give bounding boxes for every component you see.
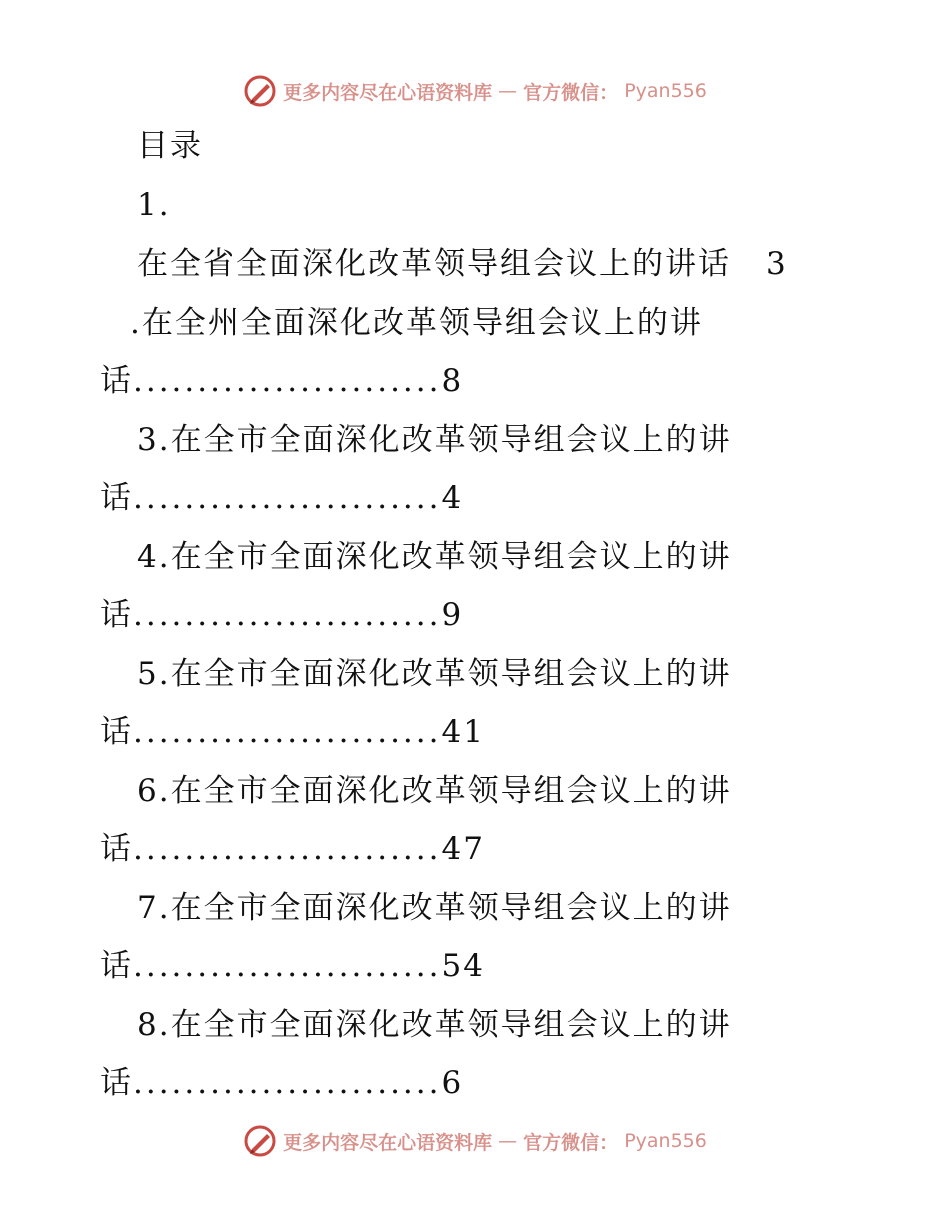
toc-item-3-tail: 话 [100,480,133,516]
toc-item-2-tail: 话 [100,363,133,399]
toc-item-1-title: 在全省全面深化改革领导组会议上的讲话 [137,246,731,282]
toc-item-7-leader-line [100,946,485,986]
toc-item-6-tail: 话 [100,831,133,867]
toc-item-7-title: 7.在全市全面深化改革领导组会议上的讲 [137,890,732,926]
toc-item-7-page: 54 [441,948,485,984]
watermark-text: 更多内容尽在心语资料库 [283,1131,493,1154]
toc-item-8-leader-line [100,1063,463,1103]
toc-item-3-leader-line [100,478,463,518]
toc-item-5-leader-line [100,712,485,752]
pen-logo-icon [243,74,277,108]
watermark-label: 官方微信： [523,1131,619,1154]
pen-logo-icon [243,1124,277,1158]
toc-title: 目录 [137,128,203,164]
toc-item-4-leader: ........................ [133,597,442,633]
toc-item-8-leader: ........................ [133,1065,442,1101]
toc-item-1-page: 3 [766,246,788,282]
toc-item-4-title: 4.在全市全面深化改革领导组会议上的讲 [137,539,732,575]
toc-item-3-leader: ........................ [133,480,442,516]
toc-item-1-number: 1. [137,187,171,223]
toc-item-7-tail: 话 [100,948,133,984]
toc-item-8-page: 6 [441,1065,464,1101]
toc-item-2-leader-line [100,361,463,401]
toc-item-7-leader: ........................ [133,948,442,984]
toc-item-6-leader-line [100,829,485,869]
toc-item-8-tail: 话 [100,1065,133,1101]
toc-item-4-tail: 话 [100,597,133,633]
toc-item-4-leader-line [100,595,463,635]
toc-item-2-leader: ........................ [133,363,442,399]
watermark-banner-bottom [0,1124,950,1158]
toc-item-6-leader: ........................ [133,831,442,867]
watermark-handle: Pyan556 [624,1130,707,1152]
toc-item-5-tail: 话 [100,714,133,750]
watermark-banner-top [0,74,950,108]
watermark-label: 官方微信： [523,81,619,104]
toc-item-4-page: 9 [441,597,464,633]
watermark-dash: — [498,1130,518,1152]
watermark-handle: Pyan556 [624,80,707,102]
toc-item-6-title: 6.在全市全面深化改革领导组会议上的讲 [137,773,732,809]
toc-item-2-title: .在全州全面深化改革领导组会议上的讲 [130,305,703,341]
toc-item-3-page: 4 [441,480,464,516]
toc-item-5-title: 5.在全市全面深化改革领导组会议上的讲 [137,656,732,692]
watermark-dash: — [498,80,518,102]
toc-item-2-page: 8 [441,363,464,399]
toc-item-5-page: 41 [441,714,485,750]
watermark-text: 更多内容尽在心语资料库 [283,81,493,104]
toc-item-3-title: 3.在全市全面深化改革领导组会议上的讲 [137,422,732,458]
toc-item-6-page: 47 [441,831,485,867]
toc-item-5-leader: ........................ [133,714,442,750]
toc-item-8-title: 8.在全市全面深化改革领导组会议上的讲 [137,1007,732,1043]
